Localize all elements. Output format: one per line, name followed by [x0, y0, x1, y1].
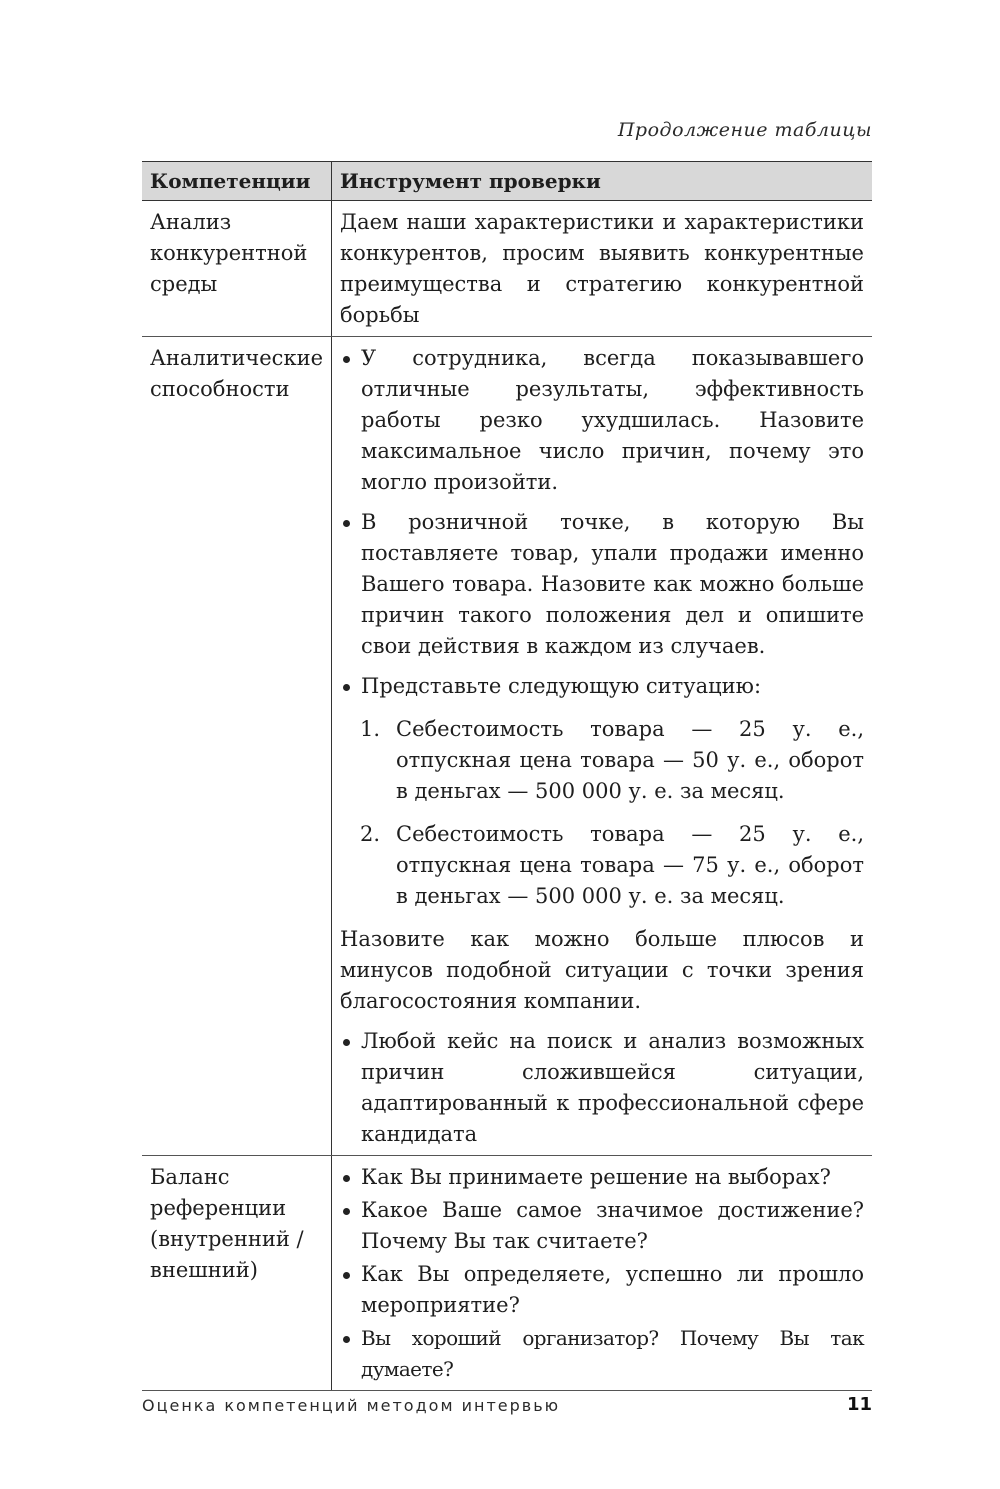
- bullet-list: [340, 1026, 864, 1150]
- bullet-list: [340, 343, 864, 702]
- page-number: 11: [846, 1394, 872, 1415]
- footer-book-title: Оценка компетенций методом интервью: [142, 1396, 561, 1415]
- bullet-item: Какое Ваше самое значимое достижение? Почему Вы так считаете?: [340, 1195, 864, 1257]
- competency-cell: Аналитические способности: [142, 337, 332, 1156]
- numbered-item: [340, 714, 864, 807]
- table-header-row: [142, 162, 872, 201]
- column-header-competencies: Компетенции: [142, 162, 332, 201]
- bullet-list: [340, 1162, 864, 1385]
- numbered-list: [340, 714, 864, 912]
- bullet-item: Как Вы принимаете решение на выборах?: [340, 1162, 864, 1193]
- column-header-tool: Инструмент проверки: [332, 162, 873, 201]
- bullet-item: Вы хороший организатор? Почему Вы так думаете?: [340, 1323, 864, 1385]
- tool-cell: Даем наши характеристики и характеристики конкурентов, просим выявить конкурентные преимущества и стратегию конкурентной борьбы: [332, 201, 873, 337]
- numbered-item: [340, 819, 864, 912]
- table-row: [142, 201, 872, 337]
- competency-cell: Баланс референции (внутренний / внешний): [142, 1156, 332, 1391]
- table-row: [142, 1156, 872, 1391]
- tool-cell: [332, 1156, 873, 1391]
- bullet-item: Как Вы определяете, успешно ли прошло мероприятие?: [340, 1259, 864, 1321]
- paragraph: Назовите как можно больше плюсов и минусов подобной ситуации с точки зрения благосостояния компании.: [340, 927, 864, 1013]
- bullet-item: Представьте следующую ситуацию:: [340, 671, 864, 702]
- bullet-item: Любой кейс на поиск и анализ возможных причин сложившейся ситуации, адаптированный к профессиональной сфере кандидата: [340, 1026, 864, 1150]
- competency-table: [142, 161, 872, 1391]
- table-row: [142, 337, 872, 1156]
- item-text: Себестоимость товара — 25 у. е., отпускная цена товара — 50 у. е., оборот в деньгах — 500 000 у. е. за месяц.: [396, 717, 864, 803]
- competency-cell: Анализ конкурентной среды: [142, 201, 332, 337]
- tool-cell: [332, 337, 873, 1156]
- table-continuation-label: Продолжение таблицы: [617, 119, 872, 141]
- item-number: 1.: [360, 717, 381, 741]
- item-text: Себестоимость товара — 25 у. е., отпускная цена товара — 75 у. е., оборот в деньгах — 500 000 у. е. за месяц.: [396, 822, 864, 908]
- bullet-item: У сотрудника, всегда показывавшего отличные результаты, эффективность работы резко ухудшилась. Назовите максимальное число причин, почему это могло произойти.: [340, 343, 864, 498]
- bullet-item: В розничной точке, в которую Вы поставляете товар, упали продажи именно Вашего товара. Назовите как можно больше причин такого положения дел и опишите свои действия в каждом из случаев.: [340, 507, 864, 662]
- item-number: 2.: [360, 822, 381, 846]
